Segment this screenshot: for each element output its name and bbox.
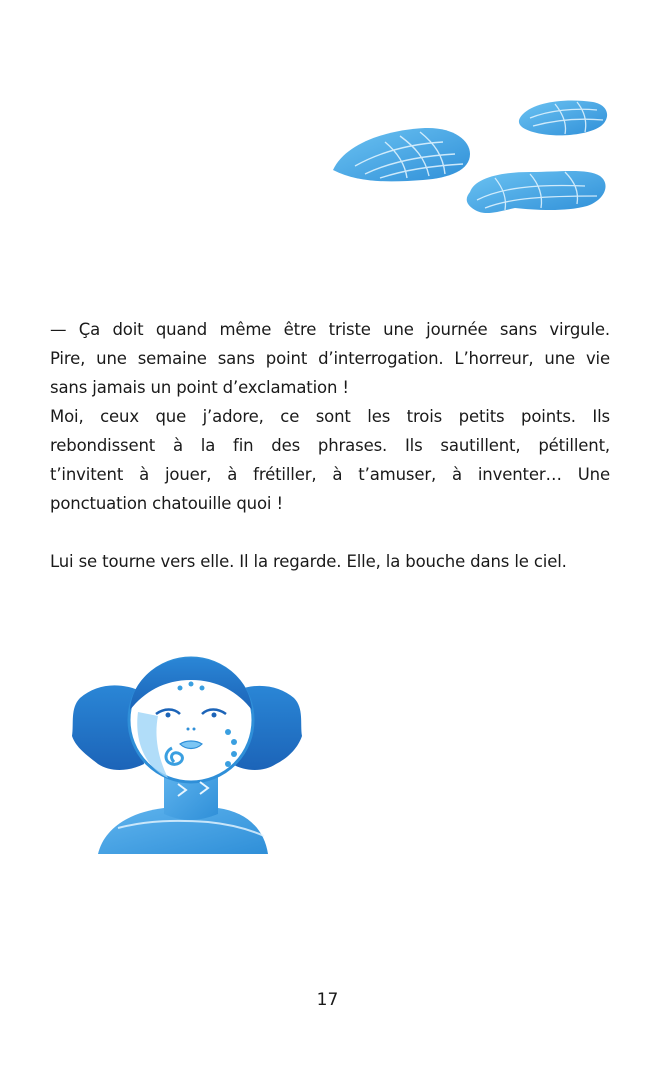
text-line: Lui se tourne vers elle. Il la regarde. Elle, la bouche dans le ciel. [50, 552, 567, 571]
paragraph-1 [50, 315, 610, 402]
story-text [50, 315, 610, 576]
paragraph-2 [50, 402, 610, 518]
clouds-illustration [325, 92, 625, 232]
text-line: — Ça doit quand même être triste une journée sans virgule. [50, 320, 610, 339]
page-number: 17 [316, 990, 339, 1010]
text-line: Pire, une semaine sans point d’interrogation. L’horreur, une vie [50, 349, 610, 368]
text-line: ponctuation chatouille quoi ! [50, 494, 283, 513]
paragraph-3 [50, 547, 610, 576]
text-line: t’invitent à jouer, à frétiller, à t’amuser, à inventer… Une [50, 465, 610, 484]
girl-illustration [68, 632, 310, 860]
text-line: rebondissent à la fin des phrases. Ils sautillent, pétillent, [50, 436, 610, 455]
text-line: Moi, ceux que j’adore, ce sont les trois petits points. Ils [50, 407, 610, 426]
text-line: sans jamais un point d’exclamation ! [50, 378, 349, 397]
